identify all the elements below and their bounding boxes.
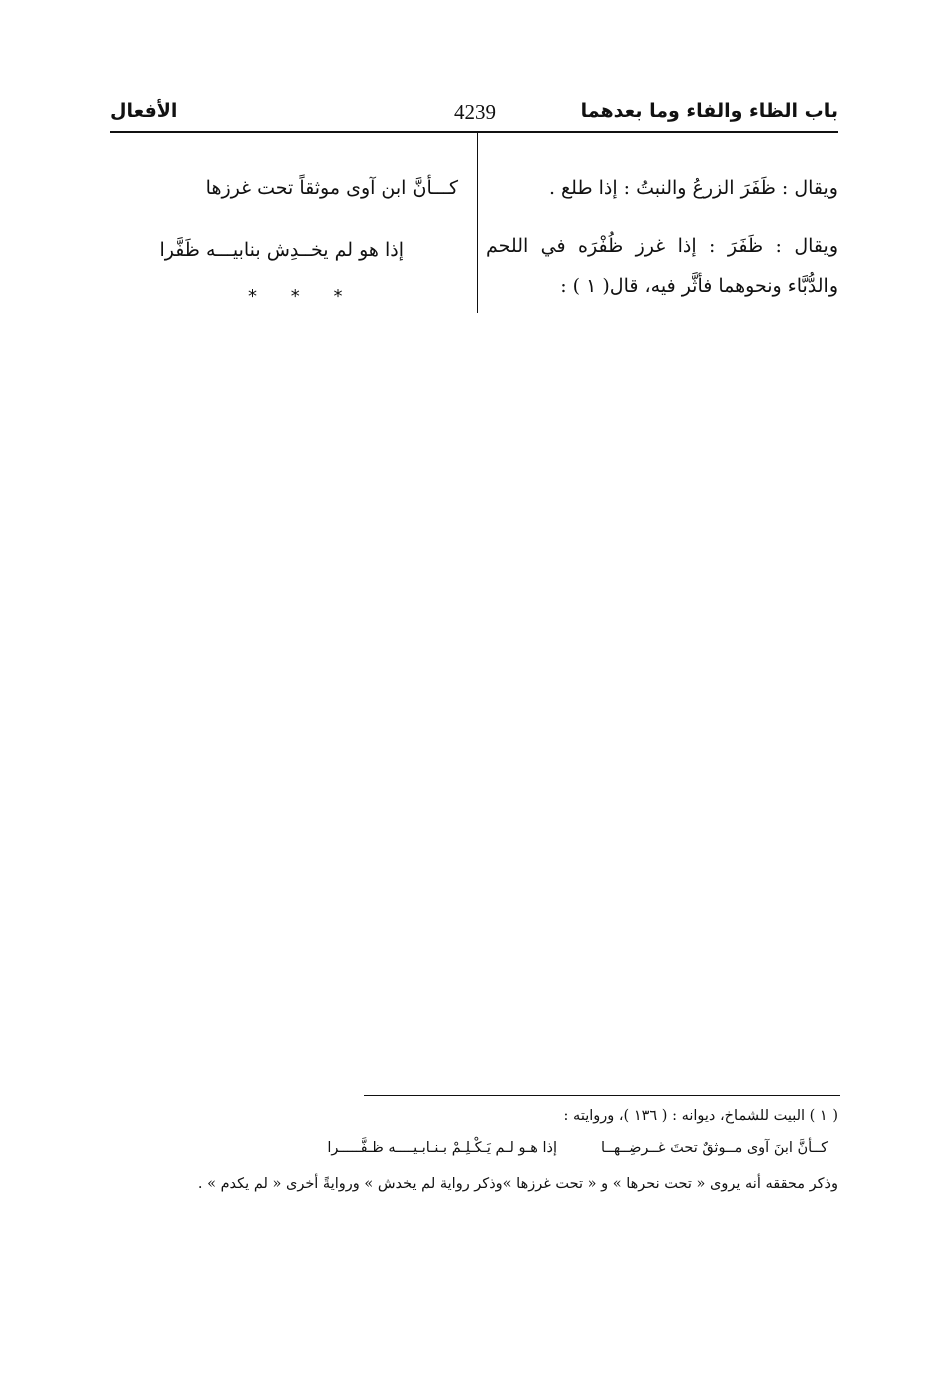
prose-paragraph-1: ويقال : ظَفَرَ الزرعُ والنبتُ : إذا طلع . — [548, 177, 838, 199]
chapter-title: باب الظاء والفاء وما بعدهما — [580, 100, 838, 122]
verse-line-1: كـــأنَّ ابن آوى موثقاً تحت غرزها — [205, 177, 458, 199]
verse-column — [108, 168, 462, 270]
column-divider — [477, 133, 478, 313]
header-rule — [110, 131, 838, 133]
footnote-2: وذكر محققه أنه يروى « تحت نحرها » و « تحت غرزها »وذكر رواية لم يخدش » وروايةً أخرى « لم يكدم » . — [197, 1176, 838, 1192]
footnote-verse-first-half: كــأنَّ ابنَ آوى مــوثقٌ تحتَ غــرضِــهــا — [601, 1140, 828, 1156]
footnote-verse — [327, 1140, 828, 1156]
verse-line-2: إذا هو لم يخــدِش بنابيـــه ظَفَّرا — [159, 239, 404, 261]
footnote-1: ( ١ ) البيت للشماخ، ديوانه : ( ١٣٦ )، وروايته : — [563, 1108, 838, 1124]
section-title: الأفعال — [110, 100, 178, 122]
page-number: 4239 — [454, 100, 496, 124]
prose-paragraph-2: ويقال : ظَفَرَ : إذا غرز ظُفْرَه في اللحم والدُّبَّاء ونحوهما فأثَّر فيه، قال( ١ ) : — [486, 235, 838, 297]
footnote-verse-second-half: إذا هـو لـم يَـكْـلِـمْ بـنـابـيــــه ظـفَّـــــرا — [327, 1140, 557, 1156]
section-separator-stars: * * * — [248, 286, 357, 307]
prose-column — [486, 168, 838, 306]
footnote-rule — [364, 1095, 840, 1096]
